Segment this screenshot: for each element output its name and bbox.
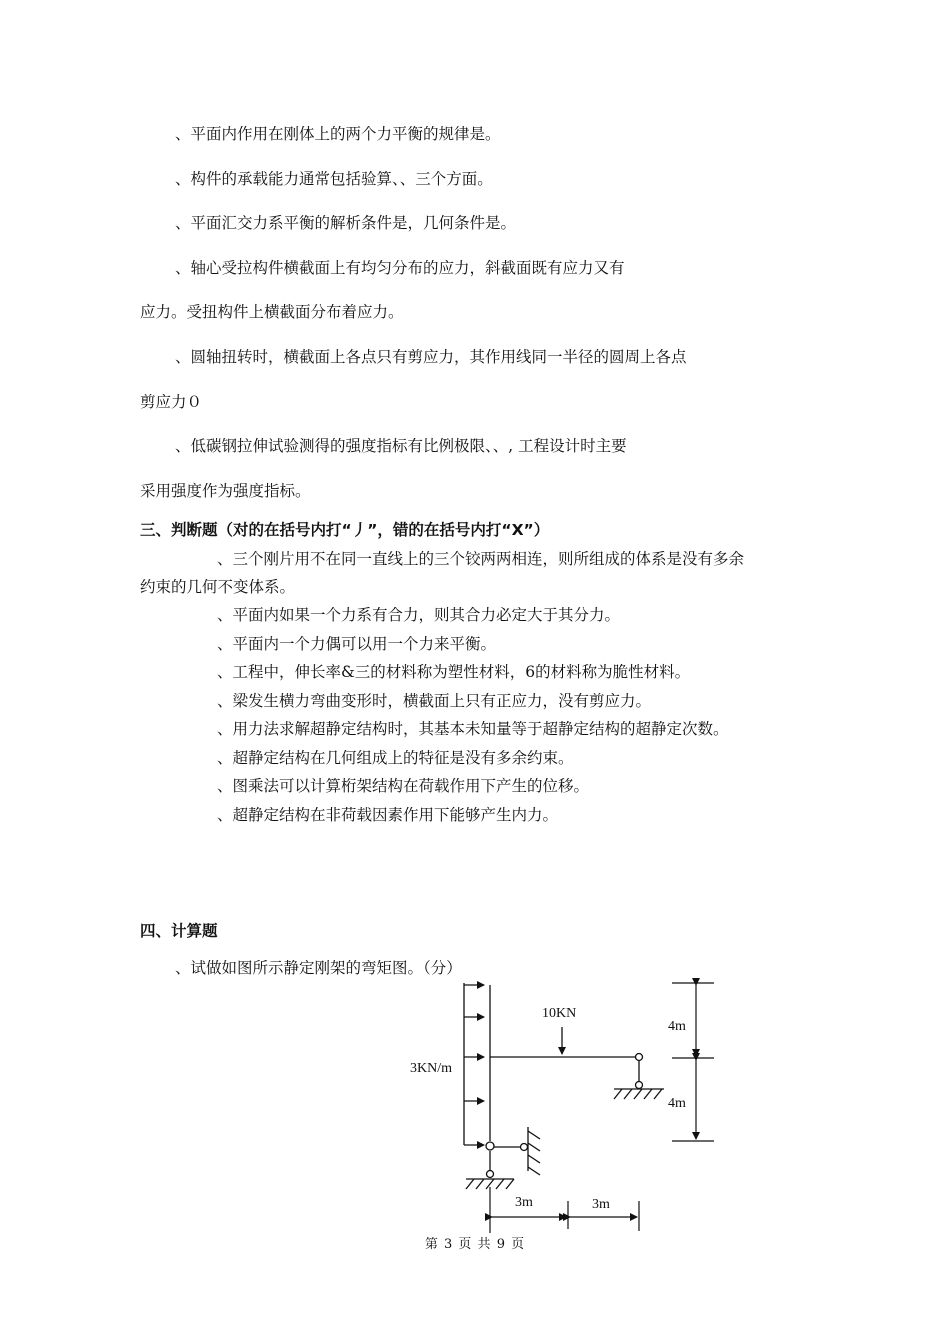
- judge-item-1-cont: 约束的几何不变体系。: [140, 578, 296, 596]
- fill-in-q1: 、平面内作用在刚体上的两个力平衡的规律是。: [175, 125, 501, 143]
- vertical-dimensions: [672, 983, 714, 1141]
- judge-item-2: 、平面内如果一个力系有合力，则其合力必定大于其分力。: [217, 606, 621, 624]
- section-4-heading: 四、计算题: [140, 922, 218, 940]
- dim-top-label: 4m: [668, 1019, 686, 1034]
- supports: [466, 1089, 664, 1189]
- distributed-load: [464, 983, 484, 1145]
- fill-in-q4-line1: 、轴心受拉构件横截面上有均匀分布的应力，斜截面既有应力又有: [175, 259, 625, 277]
- dist-load-label: 3KN/m: [410, 1061, 452, 1076]
- dim-left-label: 3m: [515, 1195, 533, 1210]
- fill-in-q6-line2: 采用强度作为强度指标。: [140, 482, 311, 500]
- fill-in-q3: 、平面汇交力系平衡的解析条件是，几何条件是。: [175, 214, 517, 232]
- dim-bottom-label: 4m: [668, 1096, 686, 1111]
- judge-item-4: 、工程中，伸长率&三的材料称为塑性材料，6的材料称为脆性材料。: [217, 663, 691, 681]
- judge-item-1: 、三个刚片用不在同一直线上的三个铰两两相连，则所组成的体系是没有多余: [217, 550, 745, 568]
- judge-item-6: 、用力法求解超静定结构时，其基本未知量等于超静定结构的超静定次数。: [217, 720, 729, 738]
- section-3-heading: 三、判断题（对的在括号内打“丿”，错的在括号内打“X”）: [140, 521, 550, 539]
- dim-right-label: 3m: [592, 1197, 610, 1212]
- hinges: [486, 1054, 643, 1178]
- fill-in-q2: 、构件的承载能力通常包括验算、、三个方面。: [175, 170, 493, 188]
- judge-item-5: 、梁发生横力弯曲变形时，横截面上只有正应力，没有剪应力。: [217, 692, 652, 710]
- judge-item-7: 、超静定结构在几何组成上的特征是没有多余约束。: [217, 749, 574, 767]
- judge-item-8: 、图乘法可以计算桁架结构在荷载作用下产生的位移。: [217, 777, 590, 795]
- point-load-label: 10KN: [542, 1006, 577, 1021]
- judge-item-3: 、平面内一个力偶可以用一个力来平衡。: [217, 635, 497, 653]
- page-footer: 第 3 页 共 9 页: [424, 1237, 526, 1252]
- judge-item-9: 、超静定结构在非荷载因素作用下能够产生内力。: [217, 806, 559, 824]
- fill-in-q5-line2: 剪应力０: [140, 393, 203, 411]
- horizontal-dimensions: [490, 1187, 639, 1233]
- fill-in-q4-line2: 应力。受扭构件上横截面分布着应力。: [140, 303, 404, 321]
- fill-in-q6-line1: 、低碳钢拉伸试验测得的强度指标有比例极限、、, 工程设计时主要: [175, 437, 627, 455]
- calc-q1: 、试做如图所示静定刚架的弯矩图。（分）: [175, 959, 462, 977]
- frame-diagram: [400, 975, 730, 1235]
- fill-in-q5-line1: 、圆轴扭转时，横截面上各点只有剪应力，其作用线同一半径的圆周上各点: [175, 348, 687, 366]
